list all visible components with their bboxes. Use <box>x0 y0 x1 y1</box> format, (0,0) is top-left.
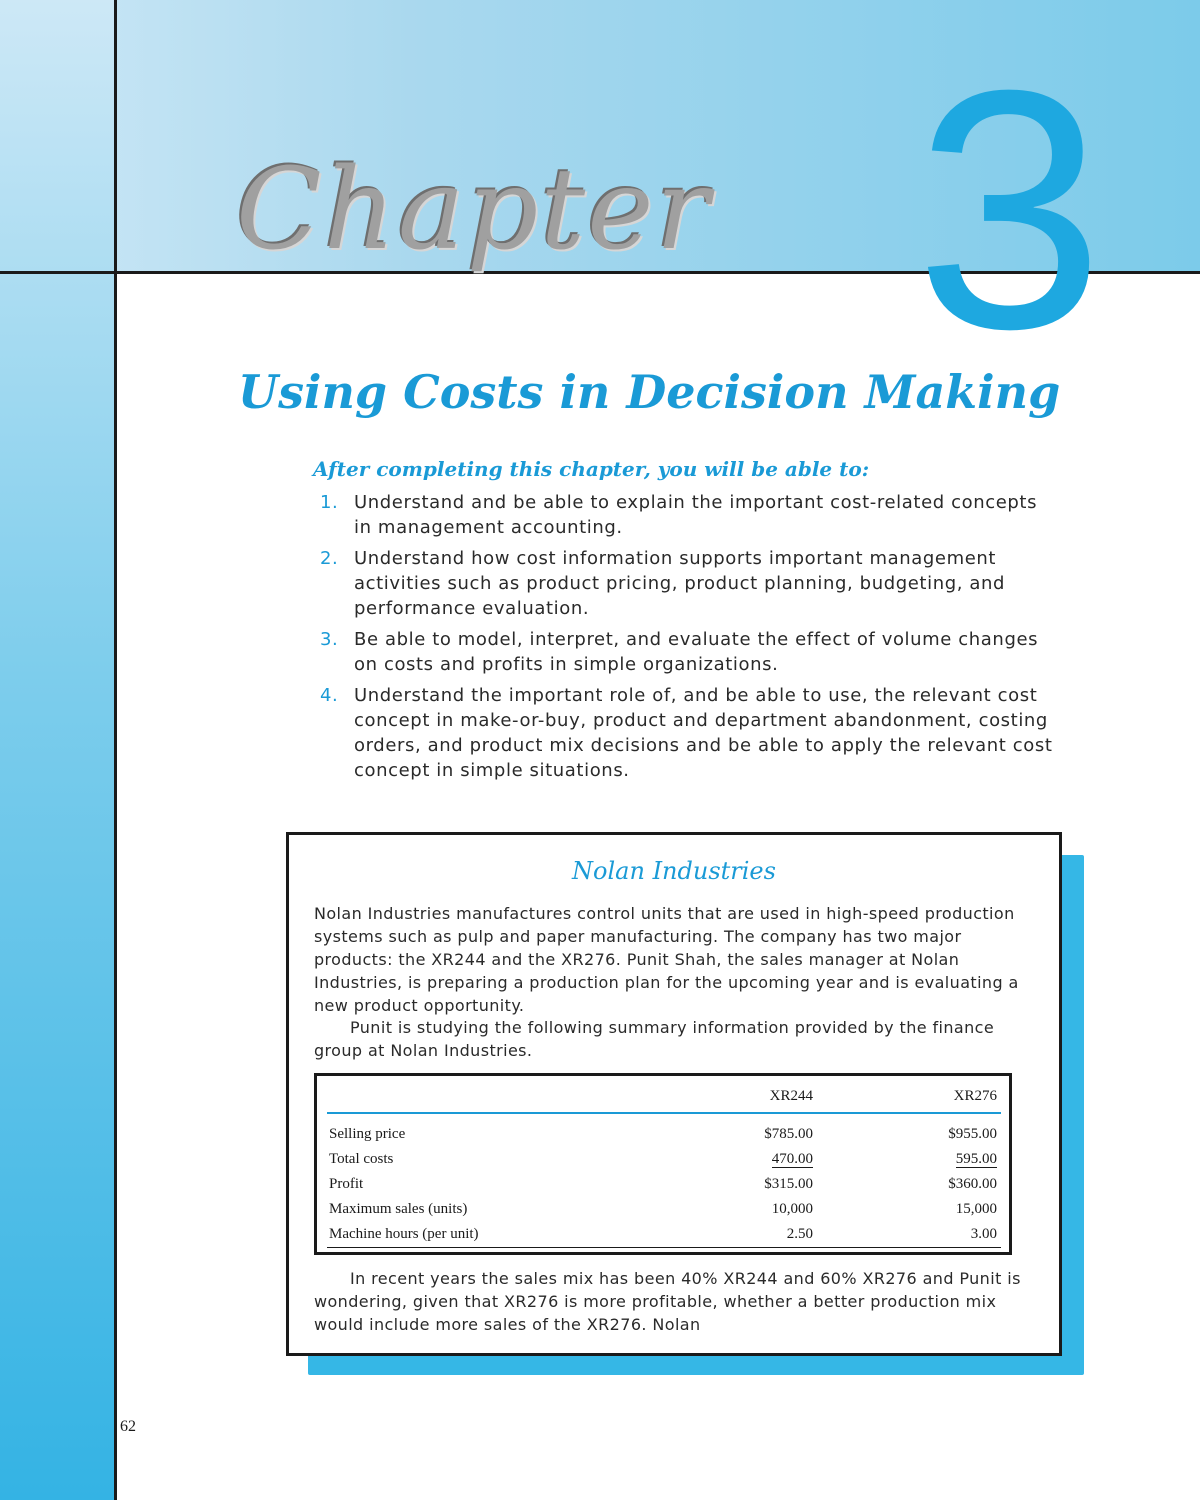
cell-xr276: 595.00 <box>955 1151 997 1167</box>
table-header-cell: XR276 <box>817 1084 1001 1113</box>
table-header-cell: XR244 <box>633 1084 817 1113</box>
cell-xr244: $315.00 <box>764 1176 813 1192</box>
objective-item <box>320 683 1060 783</box>
cell-xr276: 15,000 <box>955 1201 997 1217</box>
objective-text: Understand how cost information supports important management activities such as product pricing, product planning, budgeting, and performance evaluation. <box>354 548 1006 619</box>
table-header-row <box>327 1084 1001 1113</box>
row-label: Total costs <box>329 1151 394 1167</box>
objective-item <box>320 627 1060 677</box>
case-paragraph: Punit is studying the following summary information provided by the finance group at Nolan Industries. <box>314 1018 995 1060</box>
case-study-box <box>286 832 1062 1356</box>
vertical-rule <box>114 0 117 1500</box>
table-row <box>327 1113 1001 1147</box>
objective-number: 4. <box>320 685 339 706</box>
table-row <box>327 1222 1001 1248</box>
summary-table <box>327 1084 1001 1248</box>
row-label: Machine hours (per unit) <box>327 1222 633 1248</box>
case-paragraph: Nolan Industries manufactures control units that are used in high-speed production systems such as pulp and paper manufacturing. The company has two major products: the XR244 and the XR276. Punit Shah, the sales manager at Nolan Industries, is preparing a production plan for the upcoming year and is evaluating a new product opportunity. <box>314 904 1019 1015</box>
summary-table-frame <box>314 1073 1012 1255</box>
objective-text: Be able to model, interpret, and evaluate the effect of volume changes on costs and profits in simple organizations. <box>354 629 1039 675</box>
row-label: Profit <box>329 1176 364 1192</box>
cell-xr276: $955.00 <box>948 1126 997 1142</box>
objective-item <box>320 546 1060 621</box>
objective-text: Understand the important role of, and be able to use, the relevant cost concept in make-or-buy, product and department abandonment, costing orders, and product mix decisions and be able to apply the relevant cost concept in simple situations. <box>354 685 1053 781</box>
cell-xr244: 470.00 <box>771 1151 813 1167</box>
objectives-heading: After completing this chapter, you will be able to: <box>313 457 870 481</box>
cell-xr276: $360.00 <box>948 1176 997 1192</box>
row-label: Maximum sales (units) <box>329 1201 468 1217</box>
chapter-label: Chapter <box>236 145 712 275</box>
cell-xr276: 3.00 <box>817 1222 1001 1248</box>
table-header-cell <box>327 1084 633 1113</box>
table-row <box>327 1197 1001 1222</box>
row-label: Selling price <box>329 1126 406 1142</box>
objectives-list <box>320 490 1060 789</box>
side-band <box>0 0 115 1500</box>
case-title: Nolan Industries <box>572 857 776 885</box>
cell-xr244: $785.00 <box>764 1126 813 1142</box>
case-paragraph: In recent years the sales mix has been 40% XR244 and 60% XR276 and Punit is wondering, given that XR276 is more profitable, whether a better production mix would include more sales of the XR276. Nolan <box>314 1269 1021 1334</box>
objective-number: 2. <box>320 548 339 569</box>
page-number: 62 <box>120 1418 136 1435</box>
chapter-title: Using Costs in Decision Making <box>238 365 1061 419</box>
objective-number: 1. <box>320 492 339 513</box>
objective-number: 3. <box>320 629 339 650</box>
cell-xr244: 10,000 <box>771 1201 813 1217</box>
table-row <box>327 1172 1001 1197</box>
objective-text: Understand and be able to explain the important cost-related concepts in management accounting. <box>354 492 1038 538</box>
chapter-number: 3 <box>915 20 1105 400</box>
objective-item <box>320 490 1060 540</box>
cell-xr244: 2.50 <box>633 1222 817 1248</box>
table-row <box>327 1147 1001 1172</box>
